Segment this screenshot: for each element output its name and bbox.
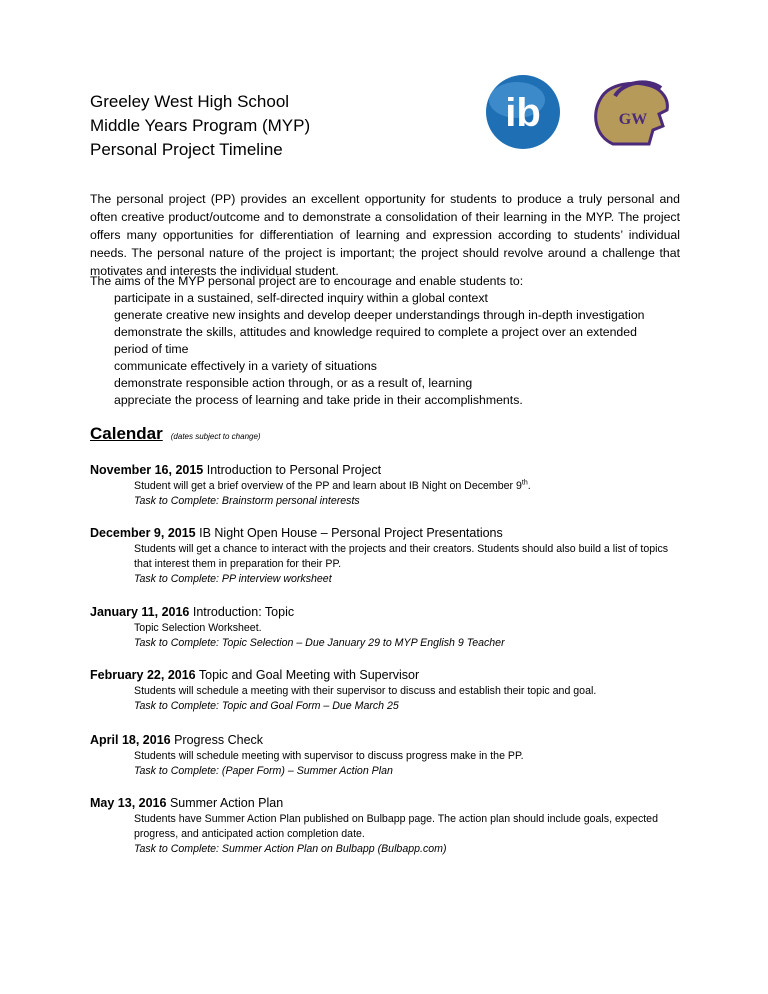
- event-date: May 13, 2016: [90, 796, 167, 810]
- aims-section: [90, 273, 680, 409]
- calendar-title: Calendar: [90, 424, 163, 443]
- event-description: Students will schedule a meeting with their supervisor to discuss and establish their topic and goal.: [134, 685, 597, 697]
- event-date: December 9, 2015: [90, 526, 196, 540]
- event-description: Students will get a chance to interact with the projects and their creators. Students should also build a list of topics that interest them in preparation for their PP.: [134, 543, 669, 570]
- event-task: Task to Complete: PP interview worksheet: [134, 573, 332, 585]
- event-task: Task to Complete: (Paper Form) – Summer Action Plan: [134, 765, 393, 777]
- event-date: November 16, 2015: [90, 463, 204, 477]
- calendar-event: [90, 732, 680, 779]
- aim-item: participate in a sustained, self-directed inquiry within a global context: [114, 291, 488, 305]
- school-name: Greeley West High School: [90, 92, 290, 111]
- event-task: Task to Complete: Topic and Goal Form – Due March 25: [134, 700, 399, 712]
- calendar-event: [90, 525, 680, 587]
- event-date: February 22, 2016: [90, 668, 196, 682]
- aim-item: appreciate the process of learning and take pride in their accomplishments.: [114, 393, 523, 407]
- event-title: Introduction to Personal Project: [206, 463, 382, 477]
- event-description: Topic Selection Worksheet.: [134, 622, 262, 634]
- event-task: Task to Complete: Brainstorm personal interests: [134, 495, 360, 507]
- document-title-block: [90, 90, 310, 162]
- event-title: IB Night Open House – Personal Project Presentations: [199, 526, 503, 540]
- intro-paragraph: The personal project (PP) provides an excellent opportunity for students to produce a truly personal and often creative product/outcome and to demonstrate a consolidation of their learning in the MYP. The project offers many opportunities for differentiation of learning and expression according to students’ individual needs. The personal nature of the project is important; the project should revolve around a challenge that motivates and interests the individual student.: [90, 192, 680, 278]
- aims-lead: The aims of the MYP personal project are to encourage and enable students to:: [90, 274, 524, 288]
- logos: [483, 74, 683, 150]
- event-task: Task to Complete: Topic Selection – Due January 29 to MYP English 9 Teacher: [134, 637, 505, 649]
- ib-logo-text: ib: [505, 91, 541, 135]
- event-description: Students have Summer Action Plan published on Bulbapp page. The action plan should include goals, expected progress, and anticipated action completion date.: [134, 813, 658, 840]
- aim-item: communicate effectively in a variety of situations: [114, 359, 377, 373]
- gw-logo-text: GW: [618, 111, 648, 128]
- calendar-event: [90, 795, 680, 857]
- aims-list: [90, 290, 680, 409]
- event-title: Topic and Goal Meeting with Supervisor: [198, 668, 420, 682]
- ib-logo: [486, 75, 560, 149]
- event-description: Students will schedule meeting with supervisor to discuss progress make in the PP.: [134, 750, 524, 762]
- program-name: Middle Years Program (MYP): [90, 116, 311, 135]
- gw-spartan-logo: [596, 82, 668, 144]
- event-date: January 11, 2016: [90, 605, 190, 619]
- calendar-event: [90, 667, 680, 714]
- calendar-event: [90, 462, 680, 509]
- aim-item: generate creative new insights and develop deeper understandings through in-depth investigation: [114, 308, 645, 322]
- event-date: April 18, 2016: [90, 733, 171, 747]
- aim-item: demonstrate responsible action through, or as a result of, learning: [114, 376, 473, 390]
- event-title: Summer Action Plan: [169, 796, 284, 810]
- document-title: Personal Project Timeline: [90, 140, 283, 159]
- event-description: Student will get a brief overview of the PP and learn about IB Night on December 9th.: [134, 479, 531, 492]
- event-task: Task to Complete: Summer Action Plan on Bulbapp (Bulbapp.com): [134, 843, 447, 855]
- calendar-event: [90, 604, 680, 651]
- calendar-note: (dates subject to change): [170, 432, 261, 441]
- calendar-heading: [90, 424, 261, 444]
- event-title: Progress Check: [174, 733, 264, 747]
- event-title: Introduction: Topic: [192, 605, 295, 619]
- aim-item: demonstrate the skills, attitudes and knowledge required to complete a project over an extended period of time: [114, 325, 637, 356]
